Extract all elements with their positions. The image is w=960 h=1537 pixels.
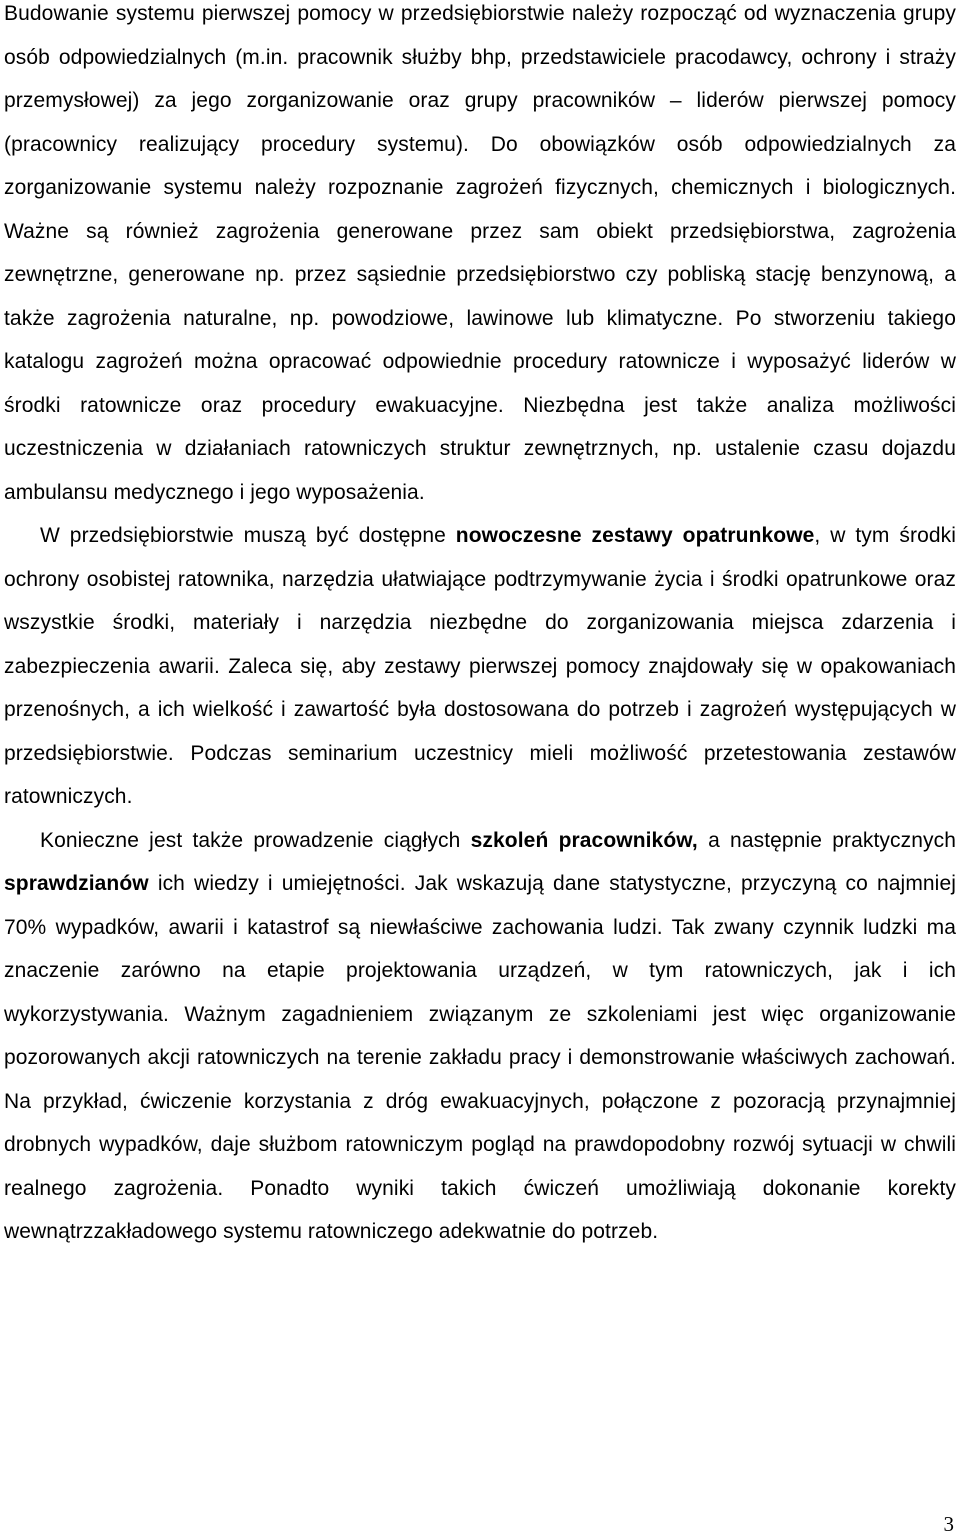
paragraph-1-text: Budowanie systemu pierwszej pomocy w przedsiębiorstwie należy rozpocząć od wyznaczenia grupy osób odpowiedzialnych (m.in. pracownik służby bhp, przedstawiciele pracodawcy, ochrony i straży przemysłowej) za jego zorganizowanie oraz grupy pracowników – liderów pierwszej pomocy (pracownicy realizujący procedury systemu). Do obowiązków osób odpowiedzialnych za zorganizowanie systemu należy rozpoznanie zagrożeń fizycznych, chemicznych i biologicznych. Ważne są również zagrożenia generowane przez sam obiekt przedsiębiorstwa, zagrożenia zewnętrzne, generowane np. przez sąsiednie przedsiębiorstwo czy pobliską stację benzynową, a także zagrożenia naturalne, np. powodziowe, lawinowe lub klimatyczne. Po stworzeniu takiego katalogu zagrożeń można opracować odpowiednie procedury ratownicze i wyposażyć liderów w środki ratownicze oraz procedury ewakuacyjne. Niezbędna jest także analiza możliwości uczestniczenia w działaniach ratowniczych struktur zewnętrznych, np. ustalenie czasu dojazdu ambulansu medycznego i jego wyposażenia.: [4, 2, 956, 504]
paragraph-2-text-a: W przedsiębiorstwie muszą być dostępne: [40, 524, 456, 547]
paragraph-2-text-b: , w tym środki ochrony osobistej ratownika, narzędzia ułatwiające podtrzymywanie życia i środki opatrunkowe oraz wszystkie środki, materiały i narzędzia niezbędne do zorganizowania miejsca zdarzenia i zabezpieczenia awarii. Zaleca się, aby zestawy pierwszej pomocy znajdowały się w opakowaniach przenośnych, a ich wielkość i zawartość była dostosowana do potrzeb i zagrożeń występujących w przedsiębiorstwie. Podczas seminarium uczestnicy mieli możliwość przetestowania zestawów ratowniczych.: [4, 524, 956, 808]
emphasis-employee-training: szkoleń pracowników,: [470, 828, 698, 852]
emphasis-first-aid-kits: nowoczesne zestawy opatrunkowe: [455, 524, 815, 547]
page-number: 3: [943, 1512, 954, 1536]
paragraph-3-text-b: a następnie praktycznych: [697, 828, 956, 852]
paragraph-3-text-c: ich wiedzy i umiejętności. Jak wskazują dane statystyczne, przyczyną co najmniej 70% wypadków, awarii i katastrof są niewłaściwe zachowania ludzi. Tak zwany czynnik ludzki ma znaczenie zarówno na etapie projektowania urządzeń, w tym ratowniczych, jak i ich wykorzystywania. Ważnym zagadnieniem związanym ze szkoleniami jest więc organizowanie pozorowanych akcji ratowniczych na terenie zakładu pracy i demonstrowanie właściwych zachowań. Na przykład, ćwiczenie korzystania z dróg ewakuacyjnych, połączone z pozoracją przynajmniej drobnych wypadków, daje służbom ratowniczym pogląd na prawdopodobny rozwój sytuacji w chwili realnego zagrożenia. Ponadto wyniki takich ćwiczeń umożliwiają dokonanie korekty wewnątrzzakładowego systemu ratowniczego adekwatnie do potrzeb.: [4, 872, 956, 1243]
paragraph-training: [4, 819, 956, 1254]
emphasis-tests: sprawdzianów: [4, 872, 149, 895]
paragraph-3-text-a: Konieczne jest także prowadzenie ciągłych: [40, 828, 471, 852]
paragraph-system-organization: [4, 0, 956, 514]
document-body: [4, 0, 956, 1254]
paragraph-first-aid-kits: [4, 514, 956, 819]
